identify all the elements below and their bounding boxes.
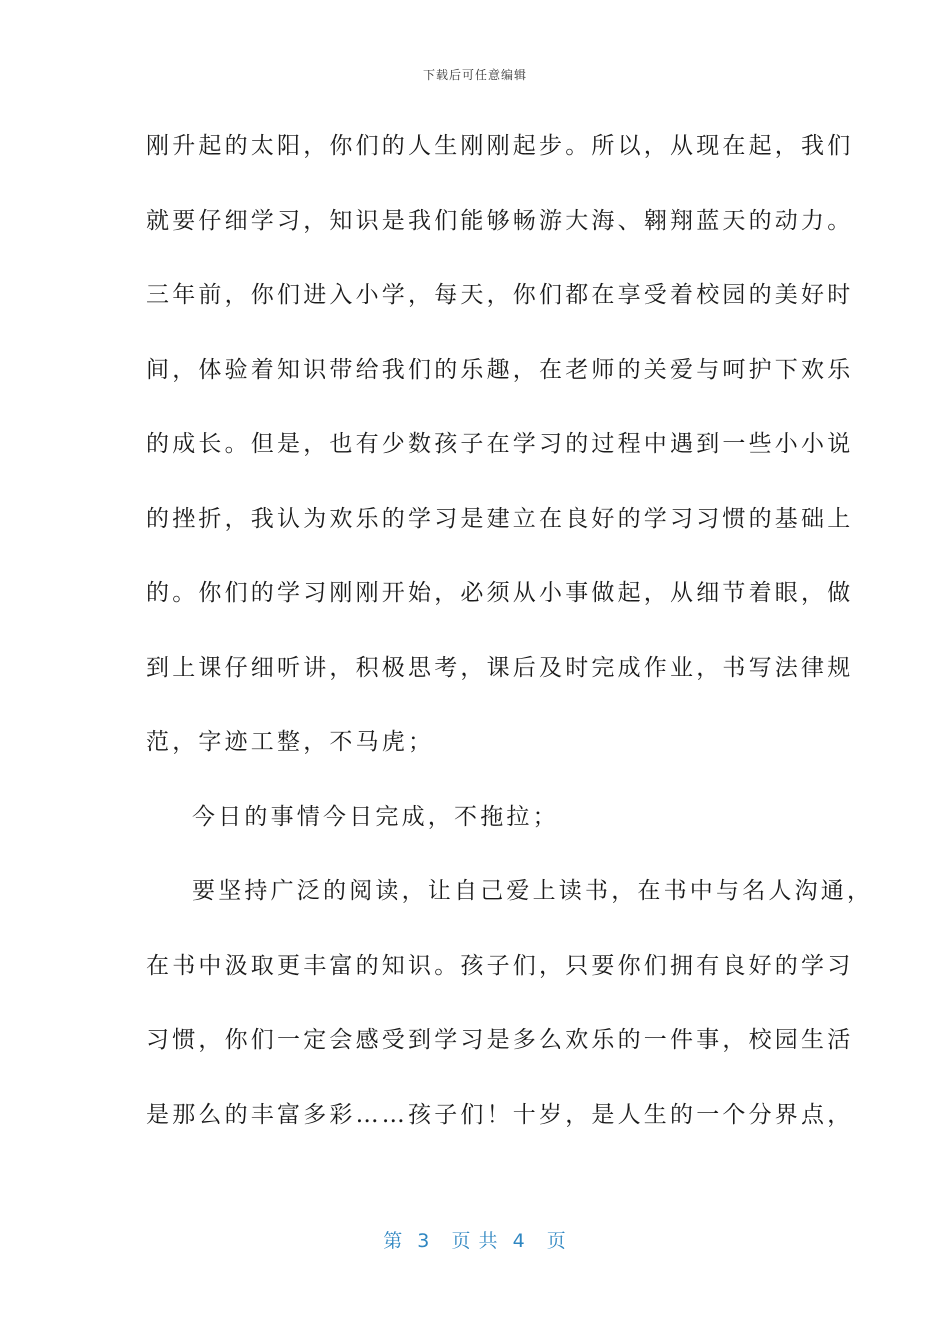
paragraph-line: 到上课仔细听讲，积极思考，课后及时完成作业，书写法律规 — [146, 654, 854, 681]
paragraph-line: 刚升起的太阳，你们的人生刚刚起步。所以，从现在起，我们 — [146, 133, 854, 159]
paragraph-line: 的挫折，我认为欢乐的学习是建立在良好的学习习惯的基础上 — [146, 505, 854, 532]
paragraph-line: 是那么的丰富多彩……孩子们！十岁，是人生的一个分界点， — [146, 1101, 854, 1128]
header-note: 下载后可任意编辑 — [422, 68, 527, 82]
paragraph-line: 范，字迹工整，不马虎； — [146, 729, 435, 755]
paragraph-line: 的成长。但是，也有少数孩子在学习的过程中遇到一些小小说 — [146, 431, 854, 457]
paragraph-line: 三年前，你们进入小学，每天，你们都在享受着校园的美好时 — [146, 282, 854, 308]
paragraph-line: 今日的事情今日完成，不拖拉； — [192, 803, 559, 830]
paragraph-line: 间，体验着知识带给我们的乐趣，在老师的关爱与呵护下欢乐 — [146, 356, 854, 383]
paragraph-line: 习惯，你们一定会感受到学习是多么欢乐的一件事，校园生活 — [146, 1027, 854, 1053]
paragraph-line: 要坚持广泛的阅读，让自己爱上读书，在书中与名人沟通， — [192, 878, 874, 904]
document-body — [146, 118, 874, 1161]
paragraph-line: 就要仔细学习，知识是我们能够畅游大海、翱翔蓝天的动力。 — [146, 207, 854, 234]
paragraph-line: 的。你们的学习刚刚开始，必须从小事做起，从细节着眼，做 — [146, 580, 854, 606]
paragraph-line: 在书中汲取更丰富的知识。孩子们，只要你们拥有良好的学习 — [146, 952, 854, 979]
page-number: 第 3 页 共 4 页 — [383, 1230, 567, 1252]
